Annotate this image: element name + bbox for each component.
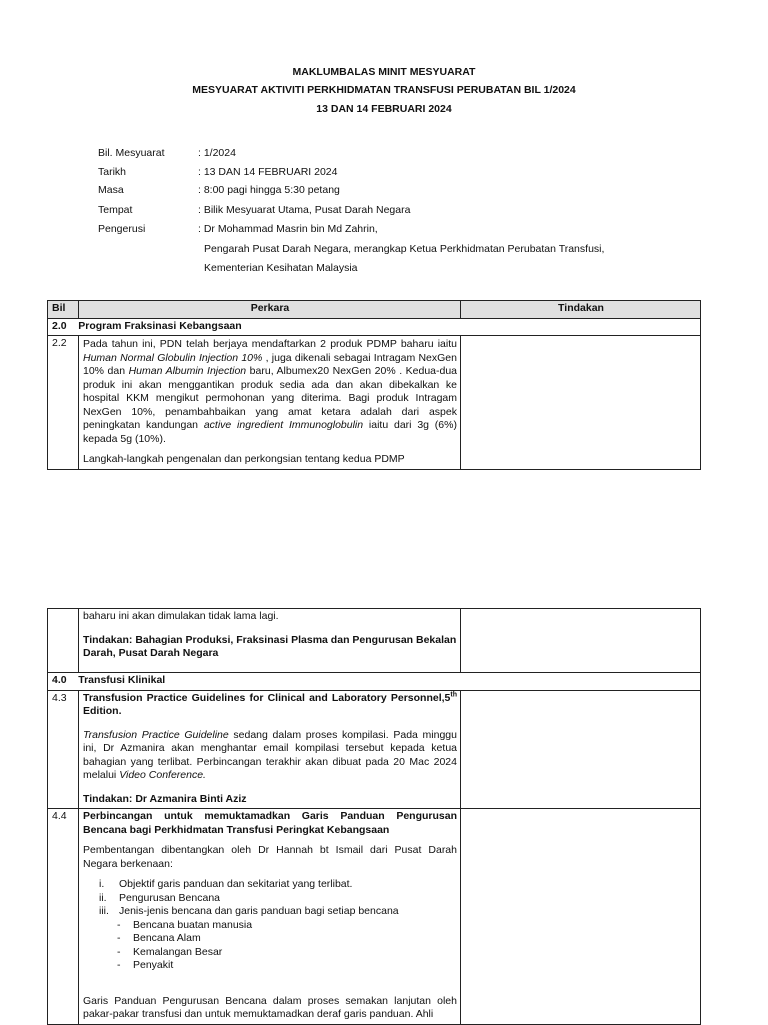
table-row [48,809,701,1025]
list-item: ii. Pengurusan Bencana [99,891,220,904]
item-content [79,609,461,673]
item-title: Perbincangan untuk memuktamadkan Garis Panduan Pengurusan Bencana bagi Perkhidmatan Transfusi Peringkat Kebangsaan [83,810,457,836]
section-row-2 [48,318,701,336]
continued-paragraph: baharu ini akan dimulakan tidak lama lagi. [83,610,279,622]
pengerusi-title-line: Pengarah Pusat Darah Negara, merangkap Ketua Perkhidmatan Perubatan Transfusi, [204,243,605,255]
action-note: Tindakan: Dr Azmanira Binti Aziz [83,792,247,805]
list-item: - Kemalangan Besar [117,945,223,958]
section-title-2: 2.0 Program Fraksinasi Kebangsaan [48,318,701,336]
item-content [79,336,461,470]
info-tarikh-value: : 13 DAN 14 FEBRUARI 2024 [198,166,338,178]
item-paragraph: Langkah-langkah pengenalan dan perkongsian tentang kedua PDMP [83,453,405,465]
list-item: i. Objektif garis panduan dan sekitariat yang terlibat. [99,878,353,890]
meeting-title: MESYUARAT AKTIVITI PERKHIDMATAN TRANSFUSI PERUBATAN BIL 1/2024 [192,84,576,96]
item-action [461,336,701,470]
header-bil: Bil [48,301,79,319]
list-item: - Bencana buatan manusia [117,918,253,931]
info-bil-label: Bil. Mesyuarat [98,147,165,159]
info-masa-value: : 8:00 pagi hingga 5:30 petang [198,184,340,196]
item-paragraph: Pada tahun ini, PDN telah berjaya mendaftarkan 2 produk PDMP baharu iaitu Human Normal Globulin Injection 10% , juga dikenali sebagai Intragam NexGen 10% dan Human Albumin Injection baru, Albumex20 NexGen 20% . Kedua-dua produk ini akan menggantikan produk sedia ada dan akan dibekalkan ke hospital KKM mengikut permohonan yang diterima. Bagi produk Intragam NexGen 10%, penambahbaikan yang amat ketara adalah dari aspek peningkatan kandungan active ingredient Immunoglobulin iaitu dari 3g (6%) kepada 5g (10%). [83,338,458,445]
item-title: Transfusion Practice Guidelines for Clinical and Laboratory Personnel,5th Edition. [83,691,457,717]
list-item: - Bencana Alam [117,932,201,944]
info-pengerusi-value: : Dr Mohammad Masrin bin Md Zahrin, [198,223,378,235]
item-paragraph: Transfusion Practice Guideline sedang dalam proses kompilasi. Pada minggu ini, Dr Azmanira akan menghantar email kompilasi tersebut kepada ketua bahagian yang terlibat. Perbincangan terakhir akan dibuat pada 20 Mac 2024 melalui Video Conference. [83,728,457,781]
info-masa-label: Masa [98,184,124,196]
item-action [461,690,701,809]
info-tempat-label: Tempat [98,204,133,216]
info-tarikh-label: Tarikh [98,166,127,178]
document-title: MAKLUMBALAS MINIT MESYUARAT [292,66,476,78]
table-row [48,336,701,470]
table-row [48,690,701,809]
item-paragraph: Pembentangan dibentangkan oleh Dr Hannah bt Ismail dari Pusat Darah Negara berkenaan: [83,844,457,870]
info-tempat-value: : Bilik Mesyuarat Utama, Pusat Darah Negara [198,204,411,216]
item-number [48,609,79,673]
info-bil-value: : 1/2024 [198,147,236,159]
item-content [79,690,461,809]
item-paragraph: Garis Panduan Pengurusan Bencana dalam proses semakan lanjutan oleh pakar-pakar transfusi dan untuk memuktamadkan deraf garis panduan. Ahli [83,994,457,1020]
table-row [48,609,701,673]
item-action [461,609,701,673]
header-tindakan: Tindakan [461,301,701,319]
item-action [461,809,701,1025]
table-header-row [48,301,701,319]
item-content [79,809,461,1025]
section-title-4: 4.0 Transfusi Klinikal [48,673,701,691]
action-note: Tindakan: Bahagian Produksi, Fraksinasi Plasma dan Pengurusan Bekalan Darah, Pusat Darah Negara [83,633,457,659]
item-number: 4.3 [48,690,79,809]
info-pengerusi-label: Pengerusi [98,223,146,235]
item-number: 2.2 [48,336,79,470]
list-item: iii. Jenis-jenis bencana dan garis panduan bagi setiap bencana [99,905,399,917]
minutes-table-page1 [47,300,701,470]
roman-list [83,878,457,973]
pengerusi-ministry-line: Kementerian Kesihatan Malaysia [204,262,358,274]
list-item: - Penyakit [117,959,174,971]
item-number: 4.4 [48,809,79,1025]
minutes-table-page2 [47,608,701,1025]
section-row-4 [48,673,701,691]
meeting-date-heading: 13 DAN 14 FEBRUARI 2024 [316,103,452,115]
header-perkara: Perkara [79,301,461,319]
